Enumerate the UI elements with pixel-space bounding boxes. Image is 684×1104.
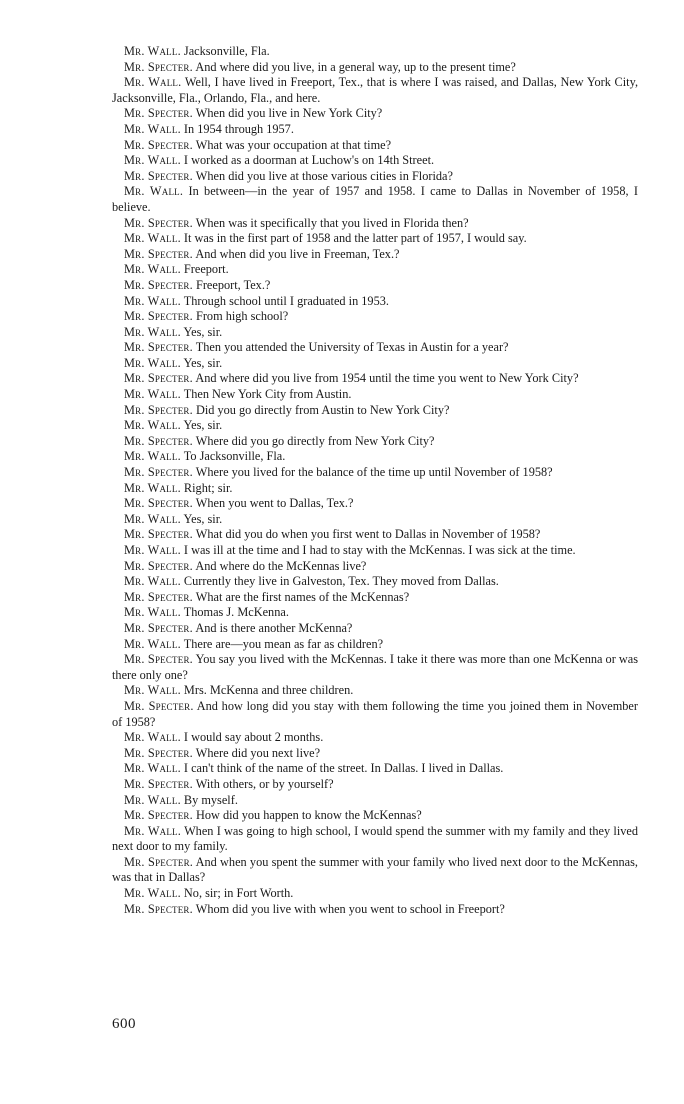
testimony-paragraph (112, 122, 638, 138)
testimony-text: Yes, sir. (183, 418, 223, 433)
speaker-label: Mr. Specter. (124, 745, 193, 760)
testimony-text: And where do the McKennas live? (195, 558, 367, 573)
speaker-label: Mr. Specter. (124, 106, 193, 121)
speaker-label: Mr. Specter. (124, 371, 193, 386)
speaker-label: Mr. Specter. (124, 496, 193, 511)
speaker-label: Mr. Wall. (124, 886, 181, 901)
testimony-text: To Jacksonville, Fla. (183, 449, 286, 464)
speaker-label: Mr. Specter. (124, 340, 193, 355)
speaker-label: Mr. Wall. (124, 44, 181, 58)
testimony-text: When did you live at those various cities in Florida? (195, 168, 453, 183)
speaker-label: Mr. Wall. (124, 153, 181, 168)
speaker-label: Mr. Specter. (124, 558, 193, 573)
testimony-text: And is there another McKenna? (195, 620, 353, 635)
testimony-paragraph (112, 325, 638, 341)
testimony-paragraph (112, 138, 638, 154)
speaker-label: Mr. Wall. (124, 511, 181, 526)
speaker-label: Mr. Specter. (124, 808, 193, 823)
testimony-paragraph (112, 559, 638, 575)
testimony-text: Well, I have lived in Freeport, Tex., that is where I was raised, and Dallas, New York City, Jacksonville, Fla., Orlando, Fla., and here. (112, 75, 639, 105)
testimony-paragraph (112, 60, 638, 76)
speaker-label: Mr. Specter. (124, 527, 193, 542)
testimony-paragraph (112, 481, 638, 497)
testimony-paragraph (112, 637, 638, 653)
testimony-paragraph (112, 699, 638, 730)
testimony-paragraph (112, 621, 638, 637)
speaker-label: Mr. Wall. (124, 355, 181, 370)
testimony-text: There are—you mean as far as children? (183, 636, 384, 651)
testimony-text: Freeport. (183, 262, 229, 277)
testimony-paragraph (112, 216, 638, 232)
speaker-label: Mr. Wall. (124, 184, 184, 199)
testimony-paragraph (112, 434, 638, 450)
testimony-text: I was ill at the time and I had to stay with the McKennas. I was sick at the time. (183, 543, 576, 557)
testimony-paragraph (112, 309, 638, 325)
testimony-paragraph (112, 184, 638, 215)
testimony-paragraph (112, 449, 638, 465)
testimony-text: You say you lived with the McKennas. I take it there was more than one McKenna or was there only one? (112, 652, 639, 682)
speaker-label: Mr. Wall. (124, 324, 181, 339)
speaker-label: Mr. Specter. (124, 246, 193, 261)
testimony-paragraph (112, 403, 638, 419)
testimony-paragraph (112, 340, 638, 356)
testimony-text: When you went to Dallas, Tex.? (195, 496, 354, 511)
testimony-text: From high school? (195, 309, 289, 324)
speaker-label: Mr. Specter. (124, 620, 193, 635)
speaker-label: Mr. Specter. (124, 168, 193, 183)
testimony-paragraph (112, 294, 638, 310)
testimony-text: Yes, sir. (183, 355, 223, 370)
testimony-paragraph (112, 169, 638, 185)
testimony-paragraph (112, 652, 638, 683)
testimony-text: When I was going to high school, I would spend the summer with my family and they lived next door to my family. (112, 823, 639, 854)
testimony-text: Did you go directly from Austin to New York City? (195, 402, 450, 417)
testimony-text: By myself. (183, 792, 238, 807)
speaker-label: Mr. Wall. (124, 449, 181, 464)
speaker-label: Mr. Wall. (124, 823, 182, 838)
testimony-paragraph (112, 793, 638, 809)
page-number: 600 (112, 1016, 136, 1032)
testimony-text: Yes, sir. (183, 511, 223, 526)
testimony-text: I can't think of the name of the street. In Dallas. I lived in Dallas. (183, 761, 504, 776)
testimony-text: No, sir; in Fort Worth. (183, 886, 294, 901)
speaker-label: Mr. Wall. (124, 761, 181, 776)
testimony-paragraph (112, 746, 638, 762)
testimony-paragraph (112, 371, 638, 387)
testimony-paragraph (112, 418, 638, 434)
testimony-text: Right; sir. (183, 480, 233, 495)
testimony-paragraph (112, 278, 638, 294)
testimony-paragraph (112, 777, 638, 793)
testimony-transcript (112, 44, 638, 917)
speaker-label: Mr. Specter. (124, 901, 193, 916)
testimony-text: I worked as a doorman at Luchow's on 14th Street. (183, 153, 435, 168)
testimony-text: Through school until I graduated in 1953. (183, 293, 389, 308)
testimony-paragraph (112, 886, 638, 902)
testimony-text: In 1954 through 1957. (183, 121, 294, 136)
speaker-label: Mr. Wall. (124, 418, 181, 433)
speaker-label: Mr. Specter. (124, 433, 193, 448)
testimony-text: And where did you live, in a general way, up to the present time? (195, 59, 516, 74)
testimony-text: When did you live in New York City? (195, 106, 383, 121)
testimony-text: In between—in the year of 1957 and 1958. I came to Dallas in November of 1958, I believe. (112, 184, 638, 214)
testimony-paragraph (112, 465, 638, 481)
testimony-paragraph (112, 761, 638, 777)
testimony-text: And when you spent the summer with your family who lived next door to the McKennas, was that in Dallas? (112, 854, 638, 885)
testimony-text: And how long did you stay with them following the time you joined them in November of 1958? (112, 698, 638, 729)
testimony-text: Yes, sir. (183, 324, 223, 339)
testimony-text: With others, or by yourself? (195, 776, 334, 791)
testimony-paragraph (112, 44, 638, 60)
testimony-text: Jacksonville, Fla. (183, 44, 270, 58)
testimony-paragraph (112, 543, 638, 559)
testimony-text: And when did you live in Freeman, Tex.? (195, 246, 400, 261)
speaker-label: Mr. Specter. (124, 309, 193, 324)
speaker-label: Mr. Specter. (124, 652, 193, 667)
speaker-label: Mr. Wall. (124, 605, 181, 620)
testimony-paragraph (112, 527, 638, 543)
testimony-paragraph (112, 75, 638, 106)
testimony-paragraph (112, 902, 638, 918)
testimony-paragraph (112, 683, 638, 699)
testimony-paragraph (112, 824, 638, 855)
speaker-label: Mr. Specter. (124, 277, 193, 292)
testimony-text: Whom did you live with when you went to school in Freeport? (195, 901, 505, 916)
speaker-label: Mr. Wall. (124, 730, 181, 745)
testimony-paragraph (112, 605, 638, 621)
testimony-text: Thomas J. McKenna. (183, 605, 289, 620)
testimony-paragraph (112, 496, 638, 512)
speaker-label: Mr. Wall. (124, 480, 181, 495)
testimony-paragraph (112, 247, 638, 263)
speaker-label: Mr. Specter. (124, 402, 193, 417)
testimony-text: Then New York City from Austin. (183, 387, 352, 402)
speaker-label: Mr. Wall. (124, 121, 181, 136)
testimony-text: Where you lived for the balance of the time up until November of 1958? (195, 465, 553, 480)
speaker-label: Mr. Wall. (124, 262, 181, 277)
speaker-label: Mr. Wall. (124, 636, 181, 651)
testimony-paragraph (112, 855, 638, 886)
speaker-label: Mr. Specter. (124, 59, 193, 74)
speaker-label: Mr. Wall. (124, 792, 181, 807)
testimony-paragraph (112, 387, 638, 403)
testimony-text: Mrs. McKenna and three children. (183, 683, 354, 698)
testimony-paragraph (112, 808, 638, 824)
speaker-label: Mr. Wall. (124, 683, 181, 698)
testimony-text: I would say about 2 months. (183, 730, 324, 745)
testimony-paragraph (112, 512, 638, 528)
speaker-label: Mr. Specter. (124, 137, 193, 152)
testimony-text: When was it specifically that you lived in Florida then? (195, 215, 469, 230)
testimony-text: Where did you go directly from New York City? (195, 433, 435, 448)
speaker-label: Mr. Specter. (124, 215, 193, 230)
testimony-text: What was your occupation at that time? (195, 137, 392, 152)
speaker-label: Mr. Wall. (124, 574, 181, 589)
testimony-text: It was in the first part of 1958 and the latter part of 1957, I would say. (183, 231, 527, 246)
testimony-paragraph (112, 574, 638, 590)
speaker-label: Mr. Wall. (124, 387, 181, 402)
testimony-text: What did you do when you first went to Dallas in November of 1958? (195, 527, 541, 542)
testimony-paragraph (112, 106, 638, 122)
testimony-text: Freeport, Tex.? (195, 277, 271, 292)
speaker-label: Mr. Wall. (124, 75, 182, 90)
testimony-text: Currently they live in Galveston, Tex. They moved from Dallas. (183, 574, 499, 589)
speaker-label: Mr. Wall. (124, 543, 181, 557)
testimony-paragraph (112, 356, 638, 372)
speaker-label: Mr. Specter. (124, 698, 194, 713)
speaker-label: Mr. Specter. (124, 465, 193, 480)
testimony-text: And where did you live from 1954 until the time you went to New York City? (195, 371, 579, 386)
testimony-text: How did you happen to know the McKennas? (195, 808, 422, 823)
speaker-label: Mr. Wall. (124, 293, 181, 308)
testimony-paragraph (112, 153, 638, 169)
testimony-paragraph (112, 590, 638, 606)
testimony-text: Then you attended the University of Texas in Austin for a year? (195, 340, 509, 355)
testimony-paragraph (112, 730, 638, 746)
speaker-label: Mr. Wall. (124, 231, 181, 246)
speaker-label: Mr. Specter. (124, 589, 193, 604)
speaker-label: Mr. Specter. (124, 854, 194, 869)
testimony-paragraph (112, 262, 638, 278)
testimony-text: Where did you next live? (195, 745, 321, 760)
speaker-label: Mr. Specter. (124, 776, 193, 791)
testimony-text: What are the first names of the McKennas? (195, 589, 410, 604)
testimony-paragraph (112, 231, 638, 247)
